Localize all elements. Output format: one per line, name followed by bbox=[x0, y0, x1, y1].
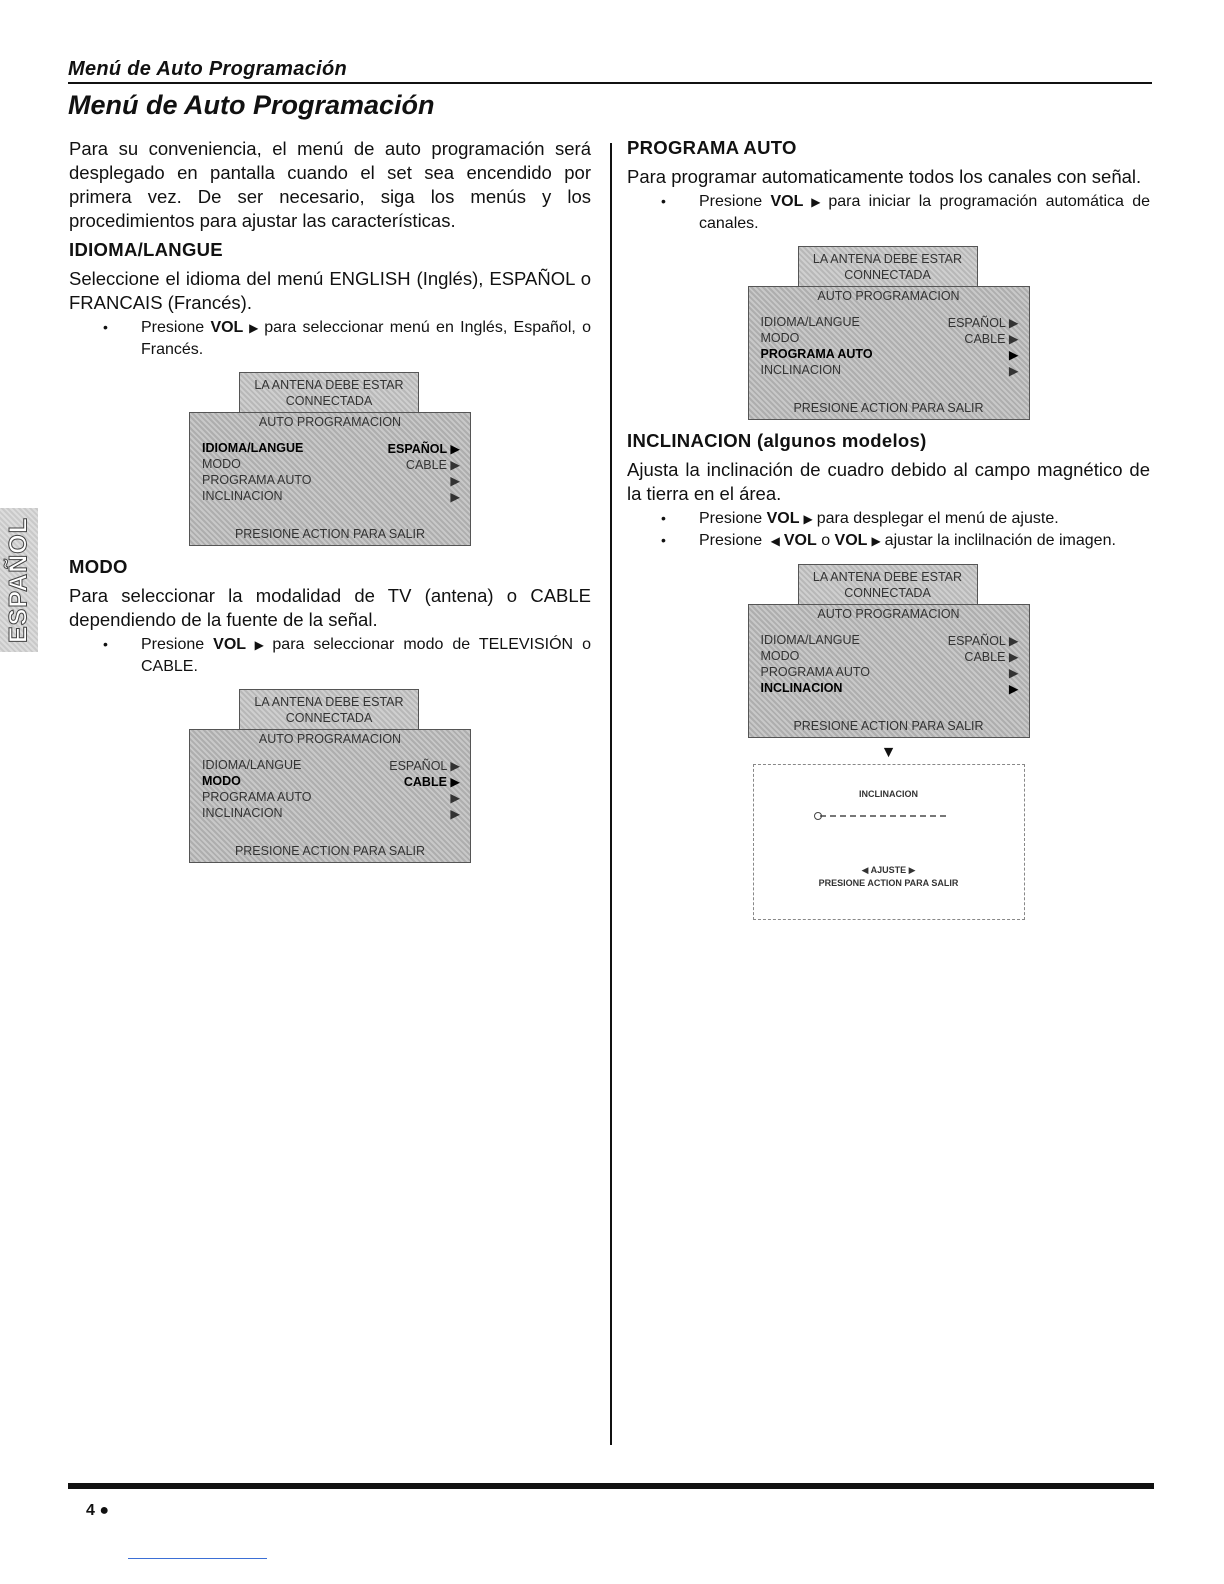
programa-heading: PROGRAMA AUTO bbox=[627, 137, 797, 158]
osd-row-idioma: IDIOMA/LANGUE ESPAÑOL ▶ bbox=[202, 758, 460, 773]
osd-menu-idioma bbox=[189, 372, 471, 546]
osd-row-inclinacion: INCLINACION ▶ bbox=[760, 681, 1019, 696]
right-arrow-icon: ▶ bbox=[803, 512, 813, 526]
inclinacion-text: Ajusta la inclinación de cuadro debido al campo magnético de la tierra en el área. bbox=[627, 459, 1150, 504]
osd-row-idioma: IDIOMA/LANGUE ESPAÑOL ▶ bbox=[760, 633, 1019, 648]
side-tab-label: ESPAÑOL bbox=[4, 517, 33, 643]
right-column bbox=[627, 137, 1150, 920]
modo-heading: MODO bbox=[69, 556, 128, 577]
right-arrow-icon: ▶ bbox=[871, 534, 881, 548]
programa-bullets bbox=[627, 191, 1150, 234]
idioma-bullets bbox=[69, 317, 591, 360]
osd-menu-inclinacion bbox=[748, 564, 1030, 738]
osd-menu-modo bbox=[189, 689, 471, 863]
section-header: Menú de Auto Programación bbox=[68, 58, 1152, 84]
osd-row-programa: PROGRAMA AUTO ▶ bbox=[760, 347, 1019, 362]
modo-bullets bbox=[69, 634, 591, 677]
left-column bbox=[69, 137, 591, 873]
osd-panel: AUTO PROGRAMACION IDIOMA/LANGUE ESPAÑOL ▶ MODO CABLE ▶ PROGRAMA AUTO ▶ INCLINACION ▶ PRESIONE ACTION PARA SALIR bbox=[189, 412, 471, 546]
osd-row-idioma: IDIOMA/LANGUE ESPAÑOL ▶ bbox=[760, 315, 1019, 330]
inclinacion-heading: INCLINACION (algunos modelos) bbox=[627, 430, 927, 451]
right-arrow-icon: ▶ bbox=[807, 195, 825, 209]
osd-row-programa: PROGRAMA AUTO ▶ bbox=[760, 665, 1019, 680]
osd-row-modo: MODO CABLE ▶ bbox=[202, 774, 460, 789]
osd-antenna-warning: LA ANTENA DEBE ESTAR CONNECTADA bbox=[798, 564, 978, 604]
tilt-title: INCLINACION bbox=[859, 789, 918, 799]
osd-row-inclinacion: INCLINACION ▶ bbox=[760, 363, 1019, 378]
right-arrow-icon: ▶ bbox=[247, 321, 261, 335]
idioma-heading: IDIOMA/LANGUE bbox=[69, 239, 223, 260]
osd-row-idioma: IDIOMA/LANGUE ESPAÑOL ▶ bbox=[202, 441, 460, 456]
language-side-tab bbox=[0, 508, 38, 652]
osd-menu-programa bbox=[748, 246, 1030, 420]
modo-bullet: • Presione VOL ▶ para seleccionar modo de TELEVISIÓN o CABLE. bbox=[141, 634, 591, 677]
inclinacion-bullets bbox=[627, 508, 1150, 552]
intro-paragraph: Para su conveniencia, el menú de auto programación será desplegado en pantalla cuando el set sea encendido por primera vez. De ser necesario, siga los menús y los procedimientos para ajustar las características. bbox=[69, 138, 591, 231]
osd-row-modo: MODO CABLE ▶ bbox=[760, 331, 1019, 346]
tilt-footer: PRESIONE ACTION PARA SALIR bbox=[818, 878, 959, 888]
programa-bullet: • Presione VOL ▶ para iniciar la programación automática de canales. bbox=[699, 191, 1150, 234]
osd-row-programa: PROGRAMA AUTO ▶ bbox=[202, 473, 460, 488]
modo-text: Para seleccionar la modalidad de TV (antena) o CABLE dependiendo de la fuente de la señal. bbox=[69, 585, 591, 630]
osd-antenna-warning: LA ANTENA DEBE ESTAR CONNECTADA bbox=[239, 689, 419, 729]
inclinacion-bullet-2: • Presione ◀ VOL o VOL ▶ ajustar la inclilnación de imagen. bbox=[699, 530, 1150, 552]
page-number: 4 ● bbox=[86, 1502, 110, 1519]
tilt-adjust-label: ◀ AJUSTE ▶ bbox=[861, 865, 916, 875]
osd-row-modo: MODO CABLE ▶ bbox=[760, 649, 1019, 664]
osd-row-inclinacion: INCLINACION ▶ bbox=[202, 489, 460, 504]
osd-panel: AUTO PROGRAMACION IDIOMA/LANGUE ESPAÑOL ▶ MODO CABLE ▶ PROGRAMA AUTO ▶ INCLINACION ▶ PRESIONE ACTION PARA SALIR bbox=[189, 729, 471, 863]
tilt-scale-bar bbox=[820, 815, 946, 817]
down-arrow-icon: ▼ bbox=[880, 744, 897, 761]
osd-row-programa: PROGRAMA AUTO ▶ bbox=[202, 790, 460, 805]
osd-antenna-warning: LA ANTENA DEBE ESTAR CONNECTADA bbox=[798, 246, 978, 286]
tilt-adjust-screen bbox=[753, 764, 1025, 920]
osd-row-inclinacion: INCLINACION ▶ bbox=[202, 806, 460, 821]
left-arrow-icon: ◀ bbox=[770, 534, 780, 548]
osd-panel: AUTO PROGRAMACION IDIOMA/LANGUE ESPAÑOL ▶ MODO CABLE ▶ PROGRAMA AUTO ▶ INCLINACION ▶ PRESIONE ACTION PARA SALIR bbox=[748, 604, 1030, 738]
right-arrow-icon: ▶ bbox=[250, 638, 269, 652]
page-title: Menú de Auto Programación bbox=[68, 90, 435, 120]
bottom-rule bbox=[68, 1483, 1154, 1489]
osd-antenna-warning: LA ANTENA DEBE ESTAR CONNECTADA bbox=[239, 372, 419, 412]
idioma-text: Seleccione el idioma del menú ENGLISH (Inglés), ESPAÑOL o FRANCAIS (Francés). bbox=[69, 268, 591, 313]
inclinacion-bullet-1: • Presione VOL ▶ para desplegar el menú de ajuste. bbox=[699, 508, 1150, 530]
idioma-bullet: • Presione VOL ▶ para seleccionar menú en Inglés, Español, o Francés. bbox=[141, 317, 591, 360]
footer-link-rule bbox=[128, 1558, 267, 1559]
osd-row-modo: MODO CABLE ▶ bbox=[202, 457, 460, 472]
column-divider bbox=[610, 143, 612, 1445]
osd-panel: AUTO PROGRAMACION IDIOMA/LANGUE ESPAÑOL ▶ MODO CABLE ▶ PROGRAMA AUTO ▶ INCLINACION ▶ PRESIONE ACTION PARA SALIR bbox=[748, 286, 1030, 420]
programa-text: Para programar automaticamente todos los canales con señal. bbox=[627, 166, 1142, 187]
